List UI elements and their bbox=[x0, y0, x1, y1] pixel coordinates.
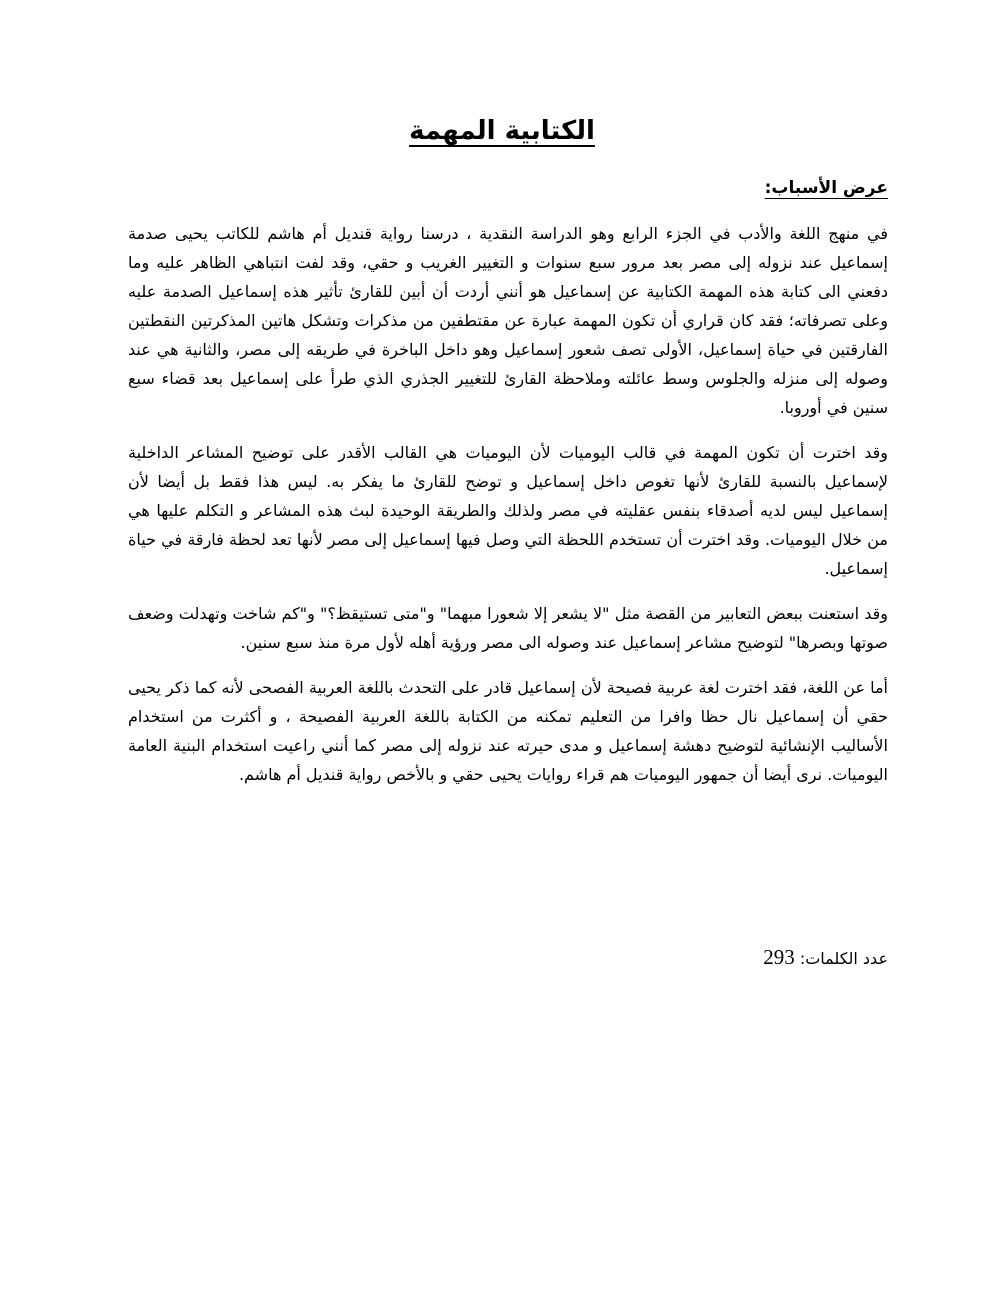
paragraph-expressions: وقد استعنت ببعض التعابير من القصة مثل "لا يشعر إلا شعورا مبهما" و"متى تستيقظ؟" و"كم شاخت وتهدلت وضعف صوتها وبصرها" لتوضيح مشاعر إسماعيل عند وصوله الى مصر ورؤية أهله لأول مرة منذ سبع سنين. bbox=[128, 604, 888, 652]
word-count-value: 293 bbox=[763, 945, 795, 969]
section-heading: عرض الأسباب: bbox=[764, 178, 888, 198]
word-count bbox=[128, 945, 888, 971]
paragraph-reasons: في منهج اللغة والأدب في الجزء الرابع وهو الدراسة النقدية ، درسنا رواية قنديل أم هاشم للكاتب يحيى صدمة إسماعيل عند نزوله إلى مصر بعد مرور سبع سنوات و التغيير الغريب و حقي، وقد لفت انتباهي الظاهر عليه وما دفعني الى كتابة هذه المهمة الكتابية عن إسماعيل هو أنني أردت أن أبين للقارئ تأثير هذه إسماعيل الصدمة عليه وعلى تصرفاته؛ فقد كان قراري أن تكون المهمة عبارة عن مقتطفين من مذكرات وتشكل هاتين المذكرتين النقطتين الفارقتين في حياة إسماعيل، الأولى تصف شعور إسماعيل وهو داخل الباخرة في طريقه إلى مصر، والثانية هي عند وصوله إلى منزله والجلوس وسط عائلته وملاحظة القارئ للتغيير الجذري الذي طرأ على إسماعيل بعد قضاء سبع سنين في أوروبا. bbox=[128, 224, 888, 417]
page-title: الكتابية المهمة bbox=[409, 116, 595, 146]
document-body bbox=[128, 174, 888, 805]
paragraph-language: أما عن اللغة، فقد اخترت لغة عربية فصيحة لأن إسماعيل قادر على التحدث باللغة العربية الفصحى لأنه كما ذكر يحيى حقي أن إسماعيل نال حظا وافرا من التعليم تمكنه من الكتابة باللغة العربية الفصيحة ، و أكثرت من استخدام الأساليب الإنشائية لتوضيح دهشة إسماعيل و مدى حيرته عند نزوله إلى مصر كما أنني راعيت استخدام البنية العامة اليوميات. نرى أيضا أن جمهور اليوميات هم قراء روايات يحيى حقي و بالأخص رواية قنديل أم هاشم. bbox=[128, 678, 888, 784]
word-count-label: عدد الكلمات: bbox=[799, 949, 888, 968]
paragraph-diary-form: وقد اخترت أن تكون المهمة في قالب اليوميات لأن اليوميات هي القالب الأقدر على توضيح المشاعر الداخلية لإسماعيل بالنسبة للقارئ لأنها تغوص داخل إسماعيل و توضح للقارئ ما يفكر به. ليس هذا فقط بل أيضا لأن إسماعيل ليس لديه أصدقاء بنفس عقليته في مصر ولذلك والطريقة الوحيدة لبث هذه المشاعر و التكلم عليها هي من خلال اليوميات. وقد اخترت أن تستخدم اللحظة التي وصل فيها إسماعيل إلى مصر لأنها تعد لحظة فارقة في حياة إسماعيل. bbox=[128, 443, 888, 578]
